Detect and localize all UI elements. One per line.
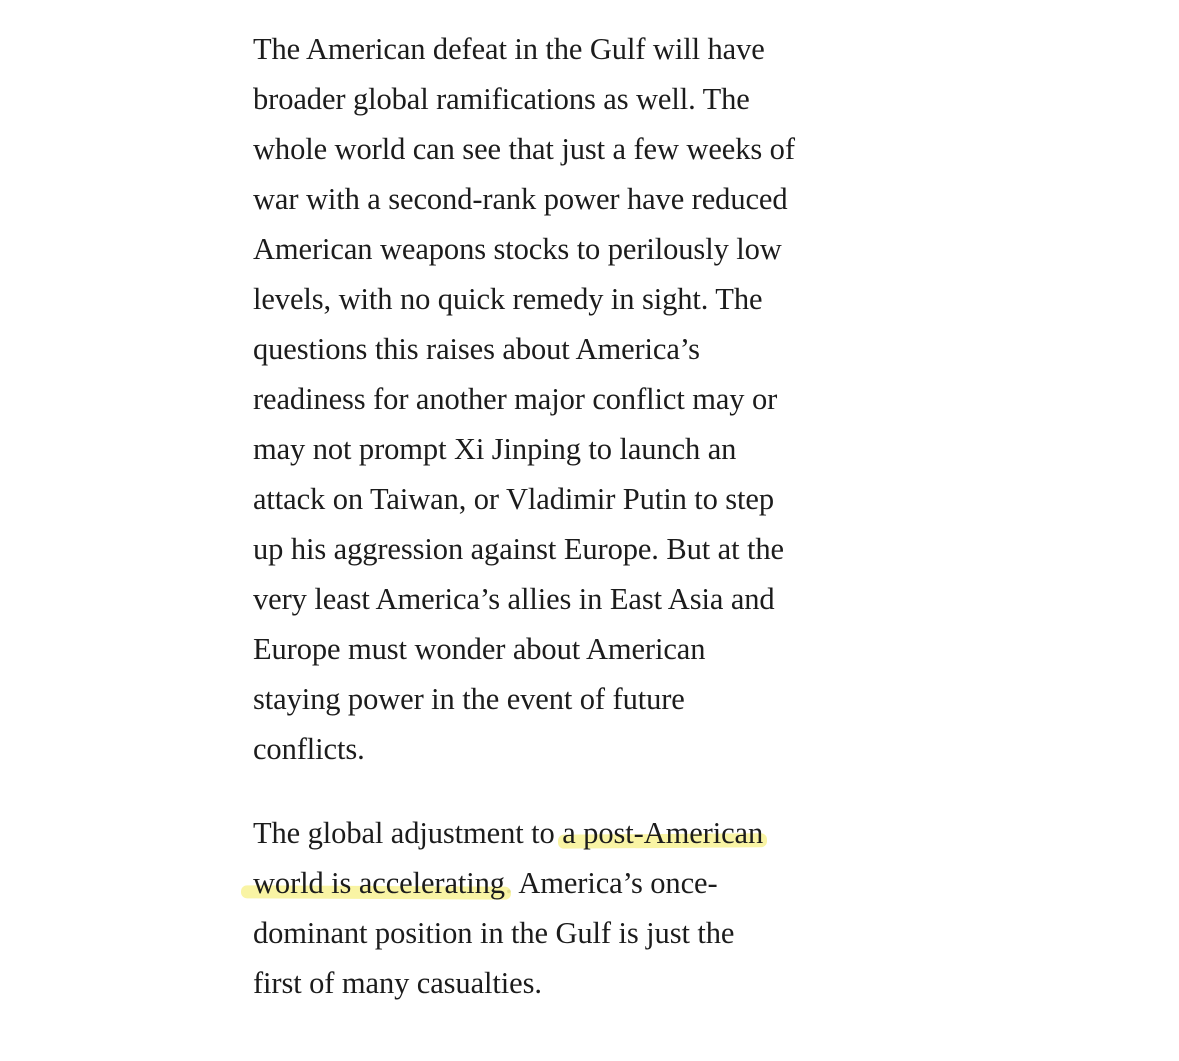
text-segment: . America’s once- <box>504 866 718 900</box>
text-line: questions this raises about America’s <box>253 332 700 366</box>
text-line: very least America’s allies in East Asia and <box>253 582 775 616</box>
text-line: levels, with no quick remedy in sight. The <box>253 282 763 316</box>
text-line: conflicts. <box>253 732 365 766</box>
highlighted-text: a post-American <box>562 816 764 850</box>
text-line: war with a second-rank power have reduced <box>253 182 788 216</box>
text-line: first of many casualties. <box>253 966 542 1000</box>
text-line: Europe must wonder about American <box>253 632 706 666</box>
text-line: up his aggression against Europe. But at the <box>253 532 784 566</box>
article-body <box>253 24 833 1008</box>
text-line: American weapons stocks to perilously low <box>253 232 782 266</box>
text-line <box>253 808 833 858</box>
text-line: broader global ramifications as well. The <box>253 82 750 116</box>
paragraph-2 <box>253 808 833 1008</box>
text-line: staying power in the event of future <box>253 682 685 716</box>
text-line: The American defeat in the Gulf will have <box>253 32 765 66</box>
text-line: attack on Taiwan, or Vladimir Putin to step <box>253 482 775 516</box>
text-segment: The global adjustment to <box>253 816 563 850</box>
text-line: readiness for another major conflict may or <box>253 382 778 416</box>
paragraph-spacer <box>253 774 833 808</box>
paragraph-1 <box>253 24 833 774</box>
highlighted-text: world is accelerating <box>253 866 505 900</box>
text-line: may not prompt Xi Jinping to launch an <box>253 432 737 466</box>
text-line: whole world can see that just a few weeks of <box>253 132 795 166</box>
text-line: dominant position in the Gulf is just the <box>253 916 735 950</box>
text-line <box>253 858 833 908</box>
